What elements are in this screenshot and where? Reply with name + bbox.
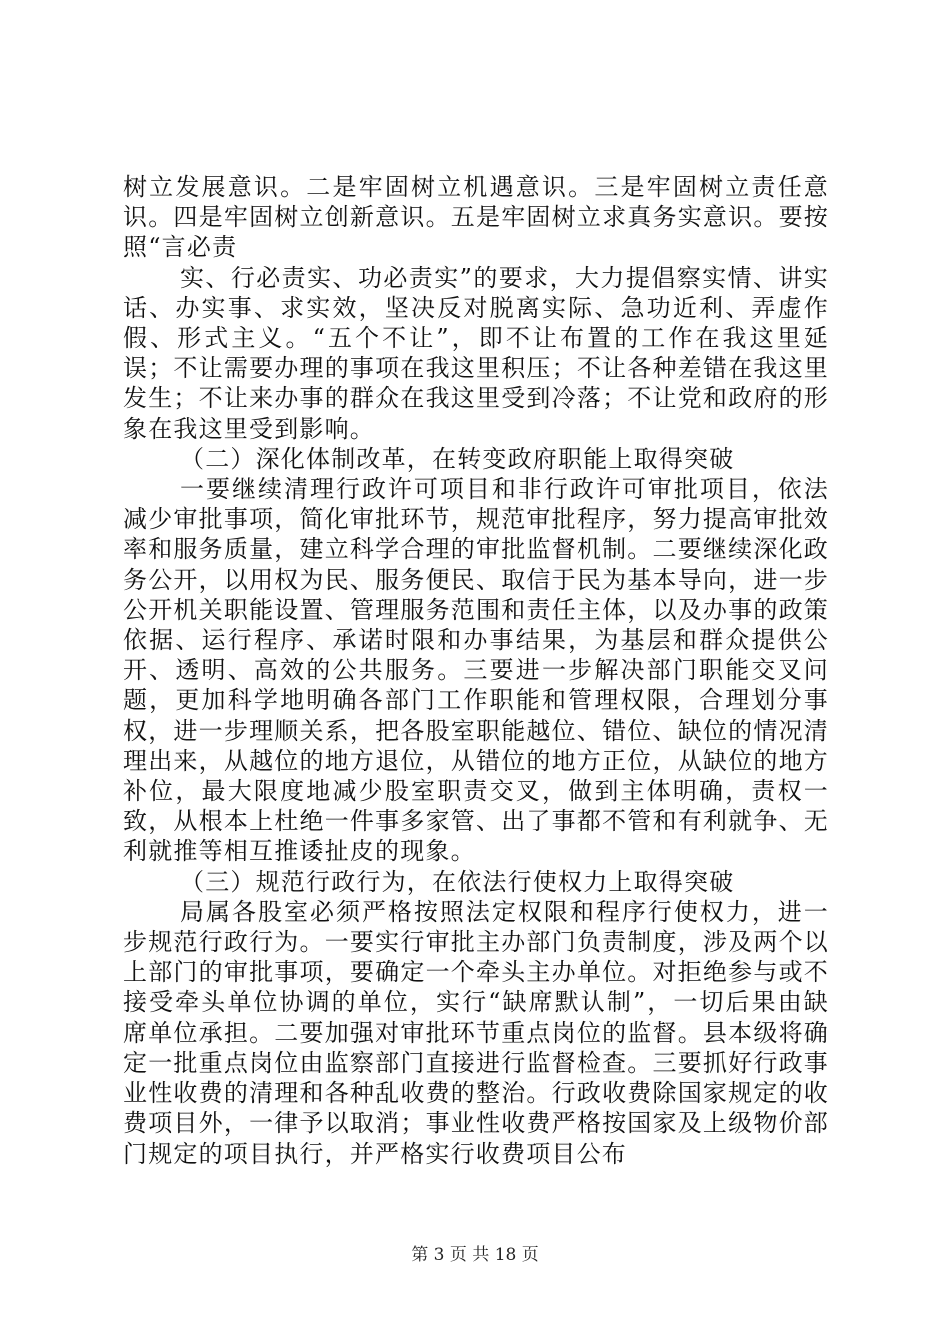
paragraph-1: 树立发展意识。二是牢固树立机遇意识。三是牢固树立责任意识。四是牢固树立创新意识。五是牢固树立求真务实意识。要按照“言必责	[123, 173, 829, 262]
paragraph-3: 一要继续清理行政许可项目和非行政许可审批项目，依法减少审批事项，简化审批环节，规范审批程序，努力提高审批效率和服务质量，建立科学合理的审批监督机制。二要继续深化政务公开，以用权为民、服务便民、取信于民为基本导向，进一步公开机关职能设置、管理服务范围和责任主体，以及办事的政策依据、运行程序、承诺时限和办事结果，为基层和群众提供公开、透明、高效的公共服务。三要进一步解决部门职能交叉问题，更加科学地明确各部门工作职能和管理权限，合理划分事权，进一步理顺关系，把各股室职能越位、错位、缺位的情况清理出来，从越位的地方退位，从错位的地方正位，从缺位的地方补位，最大限度地减少股室职责交叉，做到主体明确，责权一致，从根本上杜绝一件事多家管、出了事都不管和有利就争、无利就推等相互推诿扯皮的现象。	[123, 475, 829, 866]
document-body	[123, 172, 829, 1169]
section-heading-2: （二）深化体制改革，在转变政府职能上取得突破	[180, 444, 735, 473]
section-heading-3: （三）规范行政行为，在依法行使权力上取得突破	[180, 867, 735, 896]
paragraph-2: 实、行必责实、功必责实”的要求，大力提倡察实情、讲实话、办实事、求实效，坚决反对脱离实际、急功近利、弄虚作假、形式主义。“五个不让”，即不让布置的工作在我这里延误；不让需要办理的事项在我这里积压；不让各种差错在我这里发生；不让来办事的群众在我这里受到冷落；不让党和政府的形象在我这里受到影响。	[123, 263, 829, 443]
paragraph-4: 局属各股室必须严格按照法定权限和程序行使权力，进一步规范行政行为。一要实行审批主办部门负责制度，涉及两个以上部门的审批事项，要确定一个牵头主办单位。对拒绝参与或不接受牵头单位协调的单位，实行“缺席默认制”，一切后果由缺席单位承担。二要加强对审批环节重点岗位的监督。县本级将确定一批重点岗位由监察部门直接进行监督检查。三要抓好行政事业性收费的清理和各种乱收费的整治。行政收费除国家规定的收费项目外，一律予以取消；事业性收费严格按国家及上级物价部门规定的项目执行，并严格实行收费项目公布	[123, 897, 829, 1168]
page-footer: 第 3 页 共 18 页	[411, 1245, 539, 1265]
